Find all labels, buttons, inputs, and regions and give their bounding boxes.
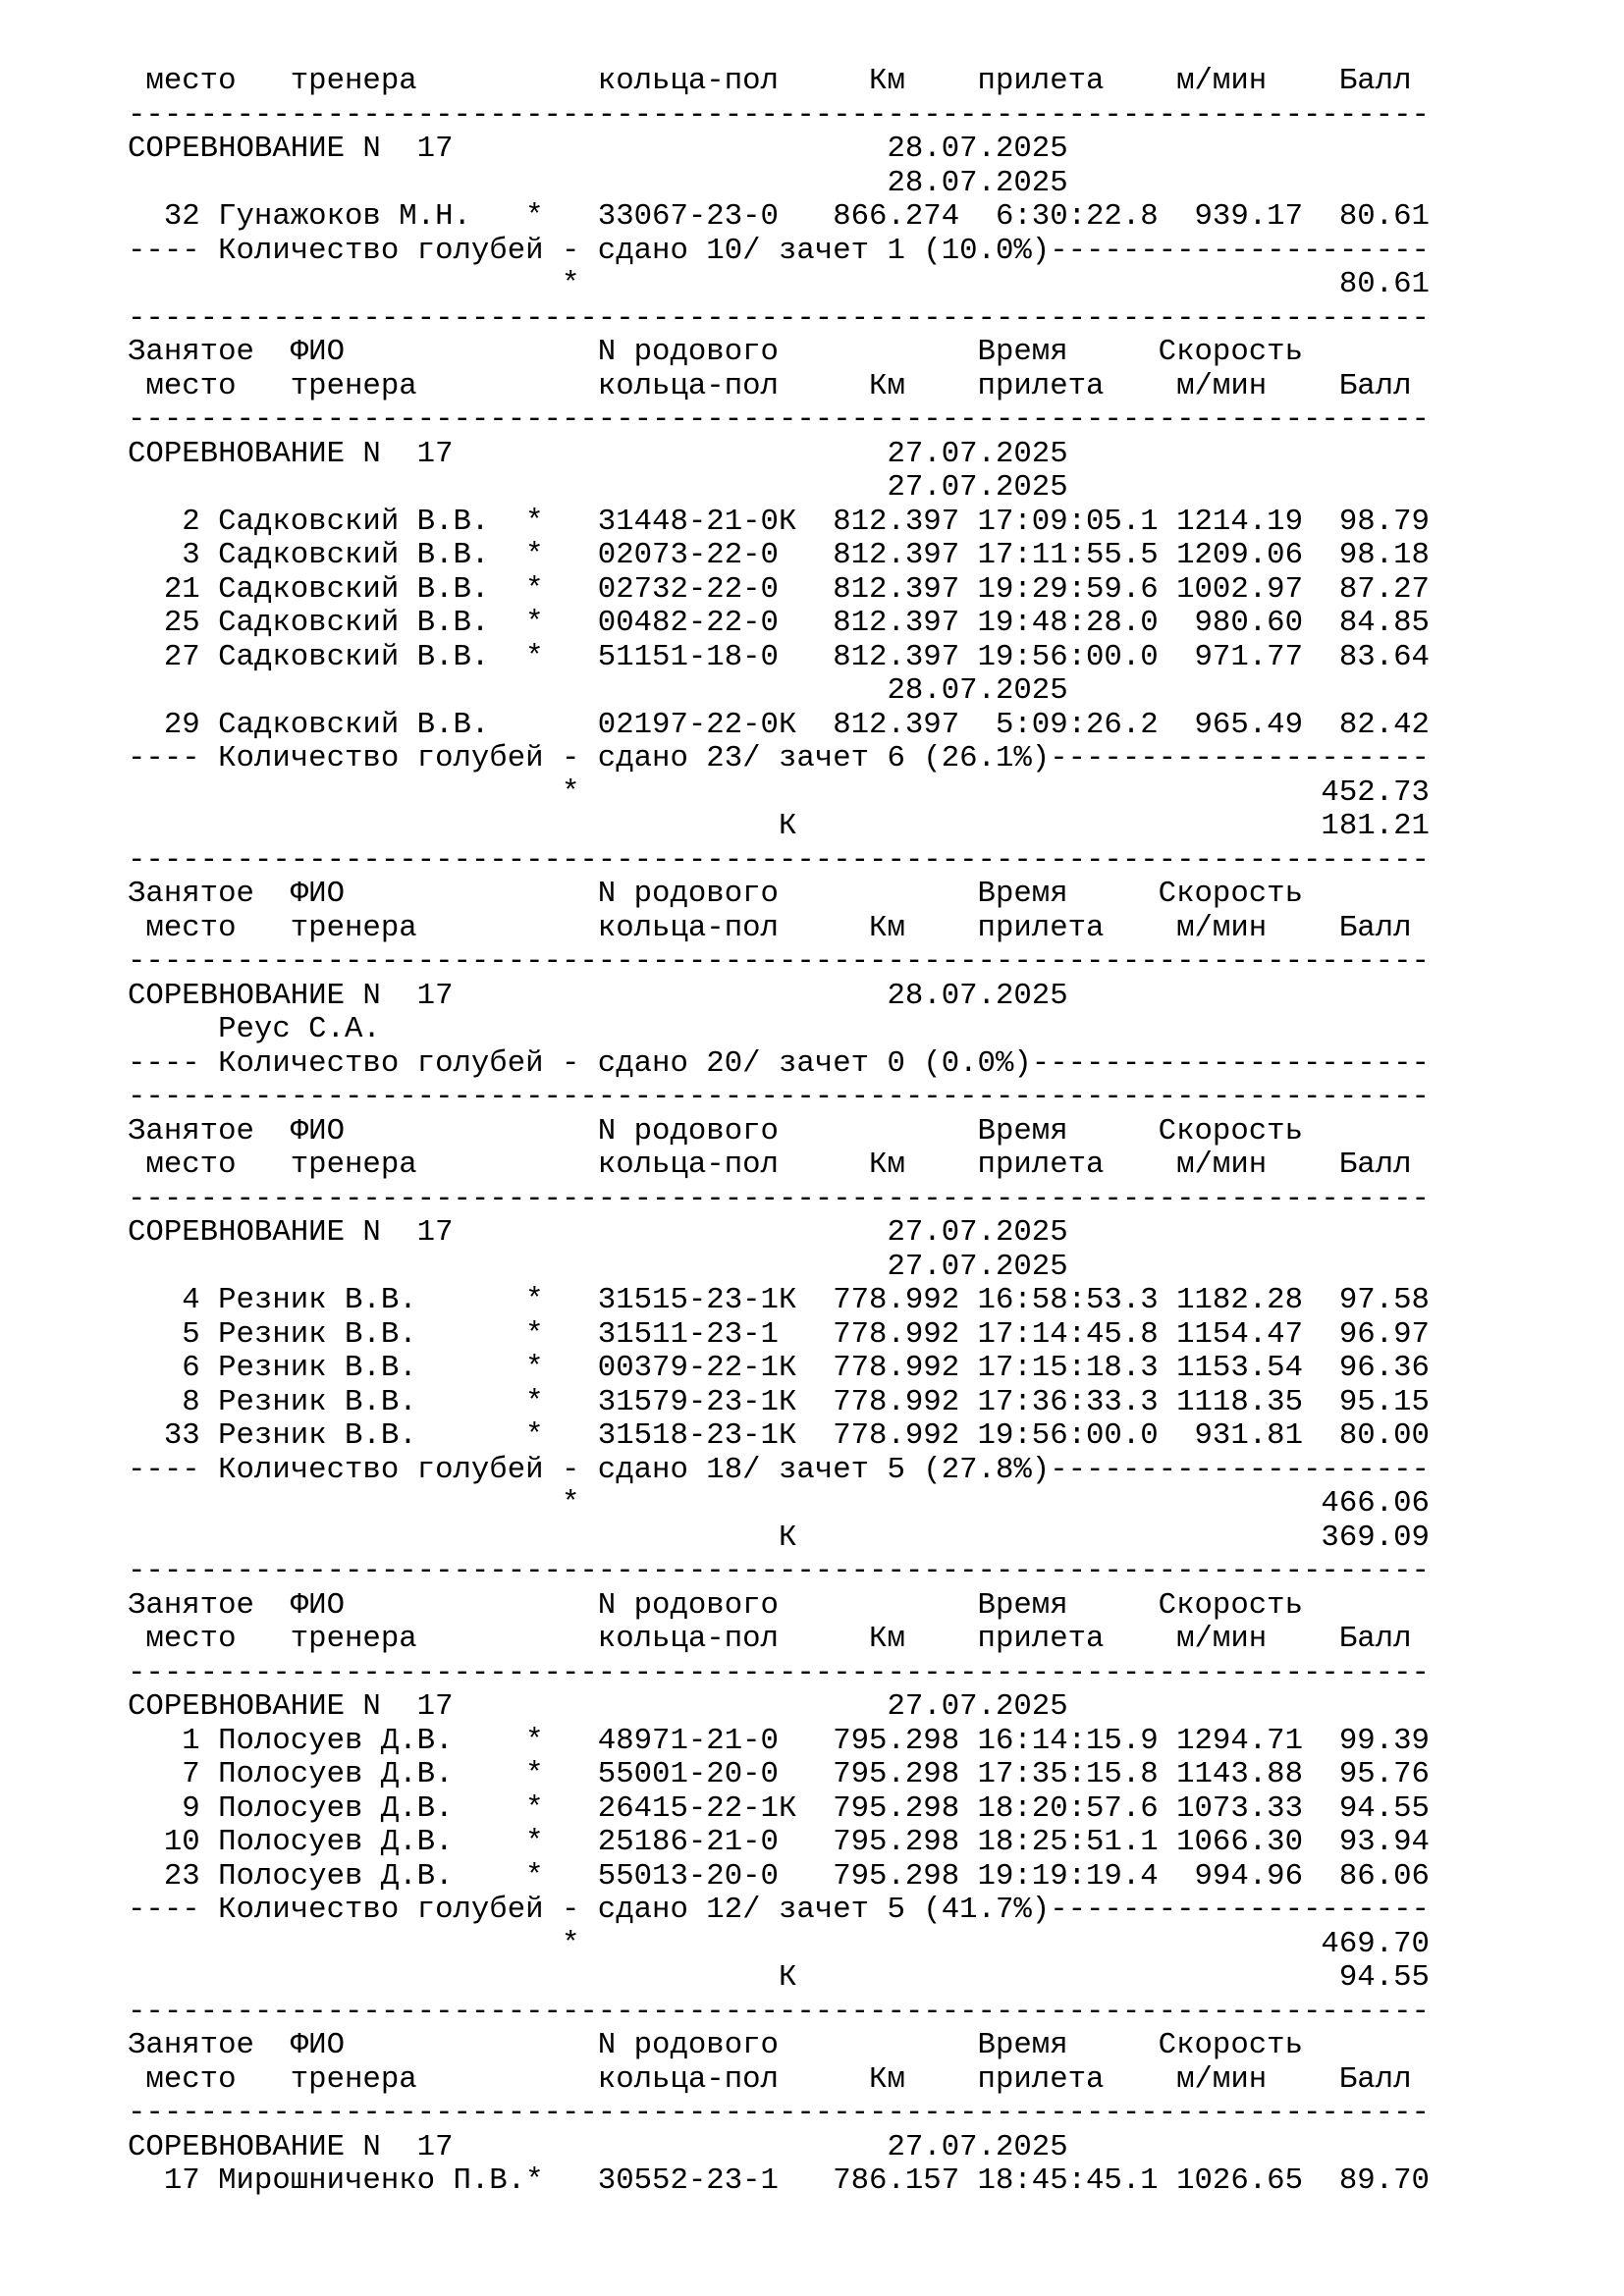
divider-line: ------------------------------------------------------------------------ (128, 2096, 1430, 2130)
column-header-line: место тренера кольца-пол Км прилета м/мин Балл (128, 910, 1412, 945)
pigeon-count-line: ---- Количество голубей - сдано 23/ зачет 6 (26.1%)--------------------- (128, 741, 1430, 775)
divider-line: ------------------------------------------------------------------------ (128, 97, 1430, 133)
pigeon-count-line: ---- Количество голубей - сдано 10/ зачет 1 (10.0%)--------------------- (128, 233, 1430, 268)
divider-line: ------------------------------------------------------------------------ (128, 1181, 1430, 1216)
column-header-line: место тренера кольца-пол Км прилета м/мин Балл (128, 368, 1412, 403)
divider-line: ------------------------------------------------------------------------ (128, 402, 1430, 437)
date-line: 28.07.2025 (128, 673, 1068, 708)
result-row: 17 Мирошниченко П.В.* 30552-23-1 786.157 18:45:45.1 1026.65 89.70 (128, 2163, 1430, 2198)
k-total-line: К 369.09 (128, 1520, 1430, 1555)
star-total-line: * 466.06 (128, 1486, 1430, 1521)
race-results-report (128, 65, 1430, 2199)
result-row: 27 Садковский В.В. * 51151-18-0 812.397 19:56:00.0 971.77 83.64 (128, 639, 1430, 674)
k-total-line: К 181.21 (128, 809, 1430, 843)
star-total-line: * 452.73 (128, 774, 1430, 810)
divider-line: ------------------------------------------------------------------------ (128, 1080, 1430, 1114)
competition-header-line: СОРЕВНОВАНИЕ N 17 27.07.2025 (128, 436, 1068, 471)
divider-line: ------------------------------------------------------------------------ (128, 842, 1430, 878)
result-row: 4 Резник В.В. * 31515-23-1К 778.992 16:58:53.3 1182.28 97.58 (128, 1283, 1430, 1317)
divider-line: ------------------------------------------------------------------------ (128, 300, 1430, 336)
column-header-line: место тренера кольца-пол Км прилета м/мин Балл (128, 1148, 1412, 1182)
result-row: 5 Резник В.В. * 31511-23-1 778.992 17:14:45.8 1154.47 96.97 (128, 1316, 1430, 1352)
result-row: 3 Садковский В.В. * 02073-22-0 812.397 17:11:55.5 1209.06 98.18 (128, 538, 1430, 572)
column-header-line: место тренера кольца-пол Км прилета м/мин Балл (128, 1622, 1412, 1656)
divider-line: ------------------------------------------------------------------------ (128, 944, 1430, 979)
result-row: 1 Полосуев Д.В. * 48971-21-0 795.298 16:14:15.9 1294.71 99.39 (128, 1723, 1430, 1758)
competition-header-line: СОРЕВНОВАНИЕ N 17 27.07.2025 (128, 1215, 1068, 1250)
column-header-line: Занятое ФИО N родового Время Скорость (128, 877, 1304, 911)
divider-line: ------------------------------------------------------------------------ (128, 1655, 1430, 1690)
date-line: 28.07.2025 (128, 165, 1068, 200)
pigeon-count-line: ---- Количество голубей - сдано 18/ зачет 5 (27.8%)--------------------- (128, 1452, 1430, 1487)
divider-line: ------------------------------------------------------------------------ (128, 1554, 1430, 1588)
result-row: 33 Резник В.В. * 31518-23-1К 778.992 19:56:00.0 931.81 80.00 (128, 1418, 1430, 1453)
result-row: 25 Садковский В.В. * 00482-22-0 812.397 19:48:28.0 980.60 84.85 (128, 606, 1430, 640)
star-total-line: * 469.70 (128, 1926, 1430, 1961)
result-row: 8 Резник В.В. * 31579-23-1К 778.992 17:36:33.3 1118.35 95.15 (128, 1384, 1430, 1419)
result-row: 9 Полосуев Д.В. * 26415-22-1К 795.298 18:20:57.6 1073.33 94.55 (128, 1790, 1430, 1826)
result-row: 21 Садковский В.В. * 02732-22-0 812.397 19:29:59.6 1002.97 87.27 (128, 571, 1430, 607)
star-total-line: * 80.61 (128, 267, 1430, 301)
result-row: 10 Полосуев Д.В. * 25186-21-0 795.298 18:25:51.1 1066.30 93.94 (128, 1825, 1430, 1859)
pigeon-count-line: ---- Количество голубей - сдано 12/ зачет 5 (41.7%)--------------------- (128, 1893, 1430, 1927)
divider-line: ------------------------------------------------------------------------ (128, 1994, 1430, 2029)
competition-header-line: СОРЕВНОВАНИЕ N 17 27.07.2025 (128, 1689, 1068, 1724)
k-total-line: К 94.55 (128, 1960, 1430, 1995)
result-row: 7 Полосуев Д.В. * 55001-20-0 795.298 17:35:15.8 1143.88 95.76 (128, 1757, 1430, 1791)
date-line: 27.07.2025 (128, 470, 1068, 505)
competition-header-line: СОРЕВНОВАНИЕ N 17 27.07.2025 (128, 2129, 1068, 2164)
column-header-line: Занятое ФИО N родового Время Скорость (128, 1587, 1304, 1623)
competition-header-line: СОРЕВНОВАНИЕ N 17 28.07.2025 (128, 978, 1068, 1013)
competition-header-line: СОРЕВНОВАНИЕ N 17 28.07.2025 (128, 132, 1068, 166)
result-row: 23 Полосуев Д.В. * 55013-20-0 795.298 19:19:19.4 994.96 86.06 (128, 1858, 1430, 1894)
result-row: 2 Садковский В.В. * 31448-21-0К 812.397 17:09:05.1 1214.19 98.79 (128, 504, 1430, 539)
trainer-line: Реус С.А. (128, 1012, 381, 1046)
column-header-line: Занятое ФИО N родового Время Скорость (128, 335, 1304, 369)
result-row: 6 Резник В.В. * 00379-22-1К 778.992 17:15:18.3 1153.54 96.36 (128, 1351, 1430, 1385)
result-row: 29 Садковский В.В. 02197-22-0К 812.397 5:09:26.2 965.49 82.42 (128, 707, 1430, 742)
column-header-line: Занятое ФИО N родового Время Скорость (128, 2028, 1304, 2062)
date-line: 27.07.2025 (128, 1249, 1068, 1284)
column-header-line: Занятое ФИО N родового Время Скорость (128, 1113, 1304, 1148)
column-header-line: место тренера кольца-пол Км прилета м/мин Балл (128, 2061, 1412, 2097)
column-header-line: место тренера кольца-пол Км прилета м/мин Балл (128, 64, 1412, 98)
pigeon-count-line: ---- Количество голубей - сдано 20/ зачет 0 (0.0%)---------------------- (128, 1045, 1430, 1081)
result-row: 32 Гунажоков М.Н. * 33067-23-0 866.274 6:30:22.8 939.17 80.61 (128, 199, 1430, 234)
